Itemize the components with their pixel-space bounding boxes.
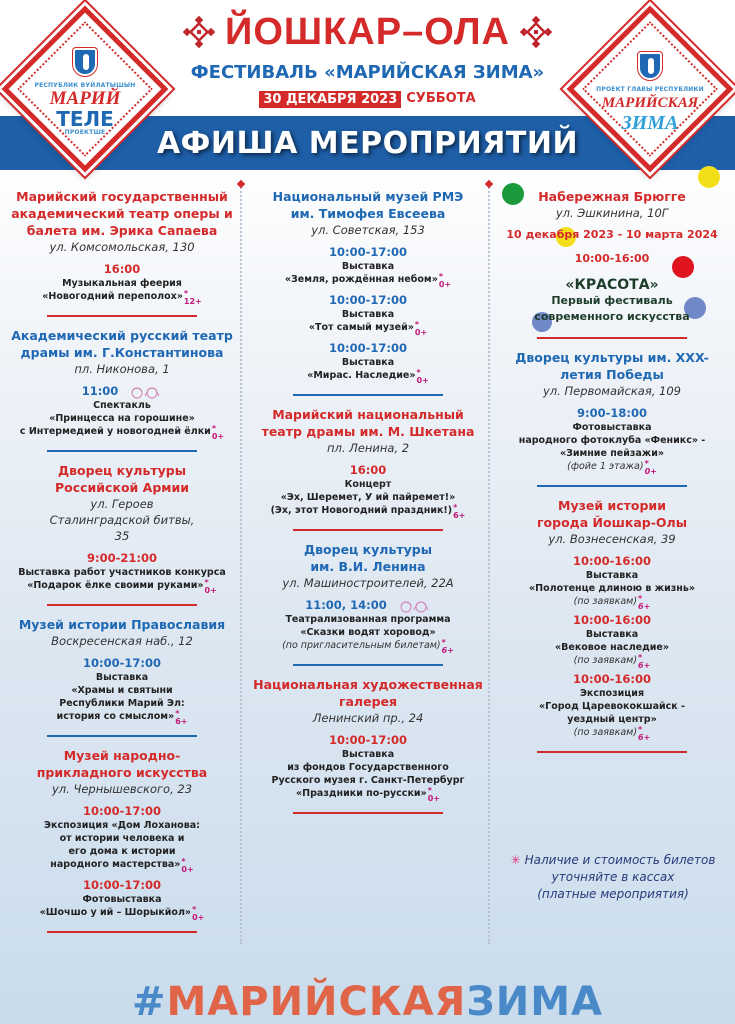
event-time: 16:00 [349,463,387,477]
event-line: Выставка [585,629,639,640]
divider [293,529,443,531]
logo-caption-top: ПРОЕКТ ГЛАВЫ РЕСПУБЛИКИ [596,85,704,93]
city-title: ЙОШКАР–ОЛА [225,11,510,53]
event-line: «Город Царевококшайск - [539,701,685,712]
logo-word-mariy: МАРИЙ [49,88,121,109]
event-period: 10 декабря 2023 - 10 марта 2024 [506,228,718,241]
event-time: 10:00-17:00 [83,656,161,670]
venue-name: Дворец культуры им. XXX-летия Победы [515,350,709,382]
event-time: 10:00-16:00 [574,252,650,265]
footnote-line: Наличие и стоимость билетов [524,853,716,867]
column-separator [488,184,490,944]
event-line: Выставка [341,357,395,368]
event-line: Музыкальная феерия [62,278,182,289]
venue-name: Музей народно-прикладного искусства [36,748,208,780]
event-line: Концерт [344,479,392,490]
age-rating-badge: * $_{0+}$ [417,376,429,385]
hashtag-hash: # [131,979,167,1024]
age-rating-badge: * $_{0+}$ [645,467,657,476]
event-line: «Тот самый музей» [308,322,414,333]
venue-art-gallery [250,676,486,814]
coat-of-arms-icon [638,52,662,80]
event-time: 11:00 [81,384,119,398]
event-line: «Земля, рождённая небом» [284,274,438,285]
venue-address: ул. Героев Сталинградской битвы, 35 [49,497,195,543]
ticket-footnote [493,852,733,903]
divider [47,604,197,606]
venue-name: Национальная художественная галерея [253,677,483,709]
event-line: из фондов Государственного [287,762,449,773]
event-note: (по заявкам) [573,596,638,607]
column-1 [4,182,240,943]
event-line: Выставка [341,749,395,760]
divider [47,735,197,737]
age-rating-badge: * $_{0+}$ [415,328,427,337]
kids-faces-icon [128,385,162,399]
event-line: Фотовыставка [572,422,652,433]
venue-opera-theatre [4,188,240,317]
event-line: Театрализованная программа [285,614,451,625]
event-line: от истории человека и [59,833,185,844]
event-line: с Интермедией у новогодней ёлки [19,426,211,437]
venue-address: пл. Ленина, 2 [326,441,410,455]
venue-victory-culture-palace [492,349,732,487]
event-line: Выставка [585,570,639,581]
event-time: 10:00-16:00 [573,672,651,686]
age-rating-badge: * $_{0+}$ [181,865,193,874]
events-columns [0,182,735,962]
event-line: народного фотоклуба «Феникс» - [518,435,706,446]
event-line: «Принцесса на горошине» [49,413,195,424]
event-note: (фойе 1 этажа) [567,461,644,472]
age-rating-badge: * $_{0+}$ [212,432,224,441]
event-line: Первый фестиваль [551,294,673,307]
age-rating-badge: * $_{6+}$ [175,717,187,726]
event-line: «Зимние пейзажи» [559,448,665,459]
event-line: Спектакль [93,400,151,411]
festival-title: ФЕСТИВАЛЬ «МАРИЙСКАЯ ЗИМА» [190,62,545,83]
event-time: 16:00 [103,262,141,276]
event-time: 10:00-17:00 [83,804,161,818]
column-2 [250,182,486,824]
event-time: 10:00-17:00 [329,733,407,747]
divider [537,337,687,339]
event-time: 11:00, 14:00 [305,598,387,612]
divider [293,394,443,396]
age-rating-badge: * $_{0+}$ [192,913,204,922]
event-line: Выставка [341,309,395,320]
venue-name: Марийский национальный театр драмы им. М. Шкетана [261,407,475,439]
age-rating-badge: * $_{12+}$ [184,297,202,306]
venue-address: ул. Комсомольская, 130 [49,240,195,254]
event-line: Экспозиция «Дом Лоханова: [44,820,200,831]
age-rating-badge: * $_{6+}$ [638,661,650,670]
logo-word-mariyskaya: МАРИЙСКАЯ [601,94,699,111]
event-line: Фотовыставка [82,894,162,905]
event-time: 10:00-17:00 [329,245,407,259]
venue-name: Дворец культуры им. В.И. Ленина [303,542,432,574]
asterisk-icon: ✳ [510,853,521,867]
venue-bruges-embankment [492,188,732,339]
event-time: 10:00-17:00 [83,878,161,892]
divider [293,812,443,814]
event-time: 10:00-17:00 [329,293,407,307]
venue-address: ул. Чернышевского, 23 [51,782,193,796]
venue-folk-art-museum [4,747,240,933]
right-logo [565,4,735,174]
hashtag [0,980,735,1024]
event-line: уездный центр» [567,714,657,725]
date-badge: 30 ДЕКАБРЯ 2023 [259,91,401,108]
mari-ornament-icon [183,16,215,48]
event-line: история со смыслом» [56,711,175,722]
mari-ornament-icon [520,16,552,48]
event-line: (Эх, этот Новогодний праздник!) [270,505,453,516]
event-line: Выставка работ участников конкурса [18,567,226,578]
venue-address: Воскресенская наб., 12 [51,634,193,648]
venue-address: ул. Машиностроителей, 22А [282,576,454,590]
column-separator [240,184,242,944]
venue-address: пл. Никонова, 1 [74,362,170,376]
event-line: Республики Марий Эл: [59,698,185,709]
venue-address: ул. Первомайская, 109 [543,384,681,398]
venue-name: Национальный музей РМЭ им. Тимофея Евсеева [272,189,464,221]
event-time: 10:00-16:00 [573,613,651,627]
divider [47,450,197,452]
venue-address: ул. Вознесенская, 39 [548,532,676,546]
event-note: (по заявкам) [573,655,638,666]
event-line: Русского музея г. Санкт-Петербург [271,775,465,786]
divider [293,664,443,666]
coat-of-arms-icon [73,48,97,76]
event-time: 10:00-16:00 [573,554,651,568]
logo-caption-bottom: ПРОЕКТШЕ [64,129,106,136]
venue-address: ул. Эшкинина, 10Г [555,206,669,220]
hashtag-part-1: МАРИЙСКАЯ [166,979,467,1024]
event-line: «Новогодний переполох» [42,291,183,302]
venue-orthodoxy-museum [4,616,240,737]
age-rating-badge: * $_{6+}$ [442,646,454,655]
event-line: «Храмы и святыни [71,685,173,696]
venue-name: Марийский государственный академический театр оперы и балета им. Эрика Сапаева [11,189,233,238]
event-note: (по заявкам) [573,727,638,738]
event-line: народного мастерства» [50,859,181,870]
event-line: «Шочшо у ий – Шорыкйол» [39,907,192,918]
venue-lenin-culture-palace [250,541,486,666]
poster-title: АФИША МЕРОПРИЯТИЙ [156,125,579,161]
age-rating-badge: * $_{6+}$ [453,511,465,520]
footnote-line: (платные мероприятия) [537,887,689,901]
logo-word-zima: ЗИМА [621,111,679,134]
event-line: «Полотенце длиною в жизнь» [529,583,695,594]
event-title: «КРАСОТА» [565,277,659,293]
age-rating-badge: * $_{6+}$ [638,733,650,742]
event-line: «Мирас. Наследие» [307,370,416,381]
event-line: «Сказки водят хоровод» [300,627,436,638]
age-rating-badge: * $_{0+}$ [205,586,217,595]
event-line: Выставка [95,672,149,683]
age-rating-badge: * $_{0+}$ [439,280,451,289]
hashtag-part-2: ЗИМА [466,979,603,1024]
left-logo [0,4,170,174]
divider [537,485,687,487]
venue-army-culture-palace [4,462,240,606]
poster-header [0,0,735,180]
venue-name: Дворец культуры Российской Армии [54,463,190,495]
kids-faces-icon [397,599,431,613]
age-rating-badge: * $_{0+}$ [428,794,440,803]
event-time: 9:00-21:00 [87,551,157,565]
event-line: «Эх, Шеремет, У ий пайремет!» [280,492,456,503]
event-note: (по пригласительным билетам) [282,640,441,651]
venue-name: Музей истории Православия [18,617,226,632]
venue-name: Набережная Брюгге [538,189,686,204]
logo-caption-top: РЕСПУБЛИК ВУЙЛАТЫШЫН [34,82,136,89]
event-line: «Подарок ёлке своими руками» [27,580,204,591]
venue-shketan-theatre [250,406,486,531]
age-rating-badge: * $_{6+}$ [638,602,650,611]
venue-national-museum [250,188,486,396]
event-line: Выставка [341,261,395,272]
divider [537,751,687,753]
event-line: его дома к истории [68,846,176,857]
venue-name: Академический русский театр драмы им. Г.Константинова [11,328,233,360]
footnote-line: уточняйте в кассах [551,870,675,884]
logo-word-tele: ТЕЛЕ [56,107,114,131]
venue-russian-drama-theatre [4,327,240,452]
venue-address: ул. Советская, 153 [311,223,425,237]
venue-name: Музей истории города Йошкар-Олы [537,498,687,530]
event-line: «Вековое наследие» [555,642,669,653]
event-line: «Праздники по-русски» [296,788,427,799]
column-3 [492,182,732,763]
event-time: 10:00-17:00 [329,341,407,355]
divider [47,931,197,933]
weekday: СУББОТА [406,91,476,106]
event-line: современного искусства [534,310,690,323]
venue-city-history-museum [492,497,732,753]
event-line: Экспозиция [579,688,645,699]
divider [47,315,197,317]
venue-address: Ленинский пр., 24 [312,711,424,725]
event-time: 9:00-18:00 [577,406,647,420]
